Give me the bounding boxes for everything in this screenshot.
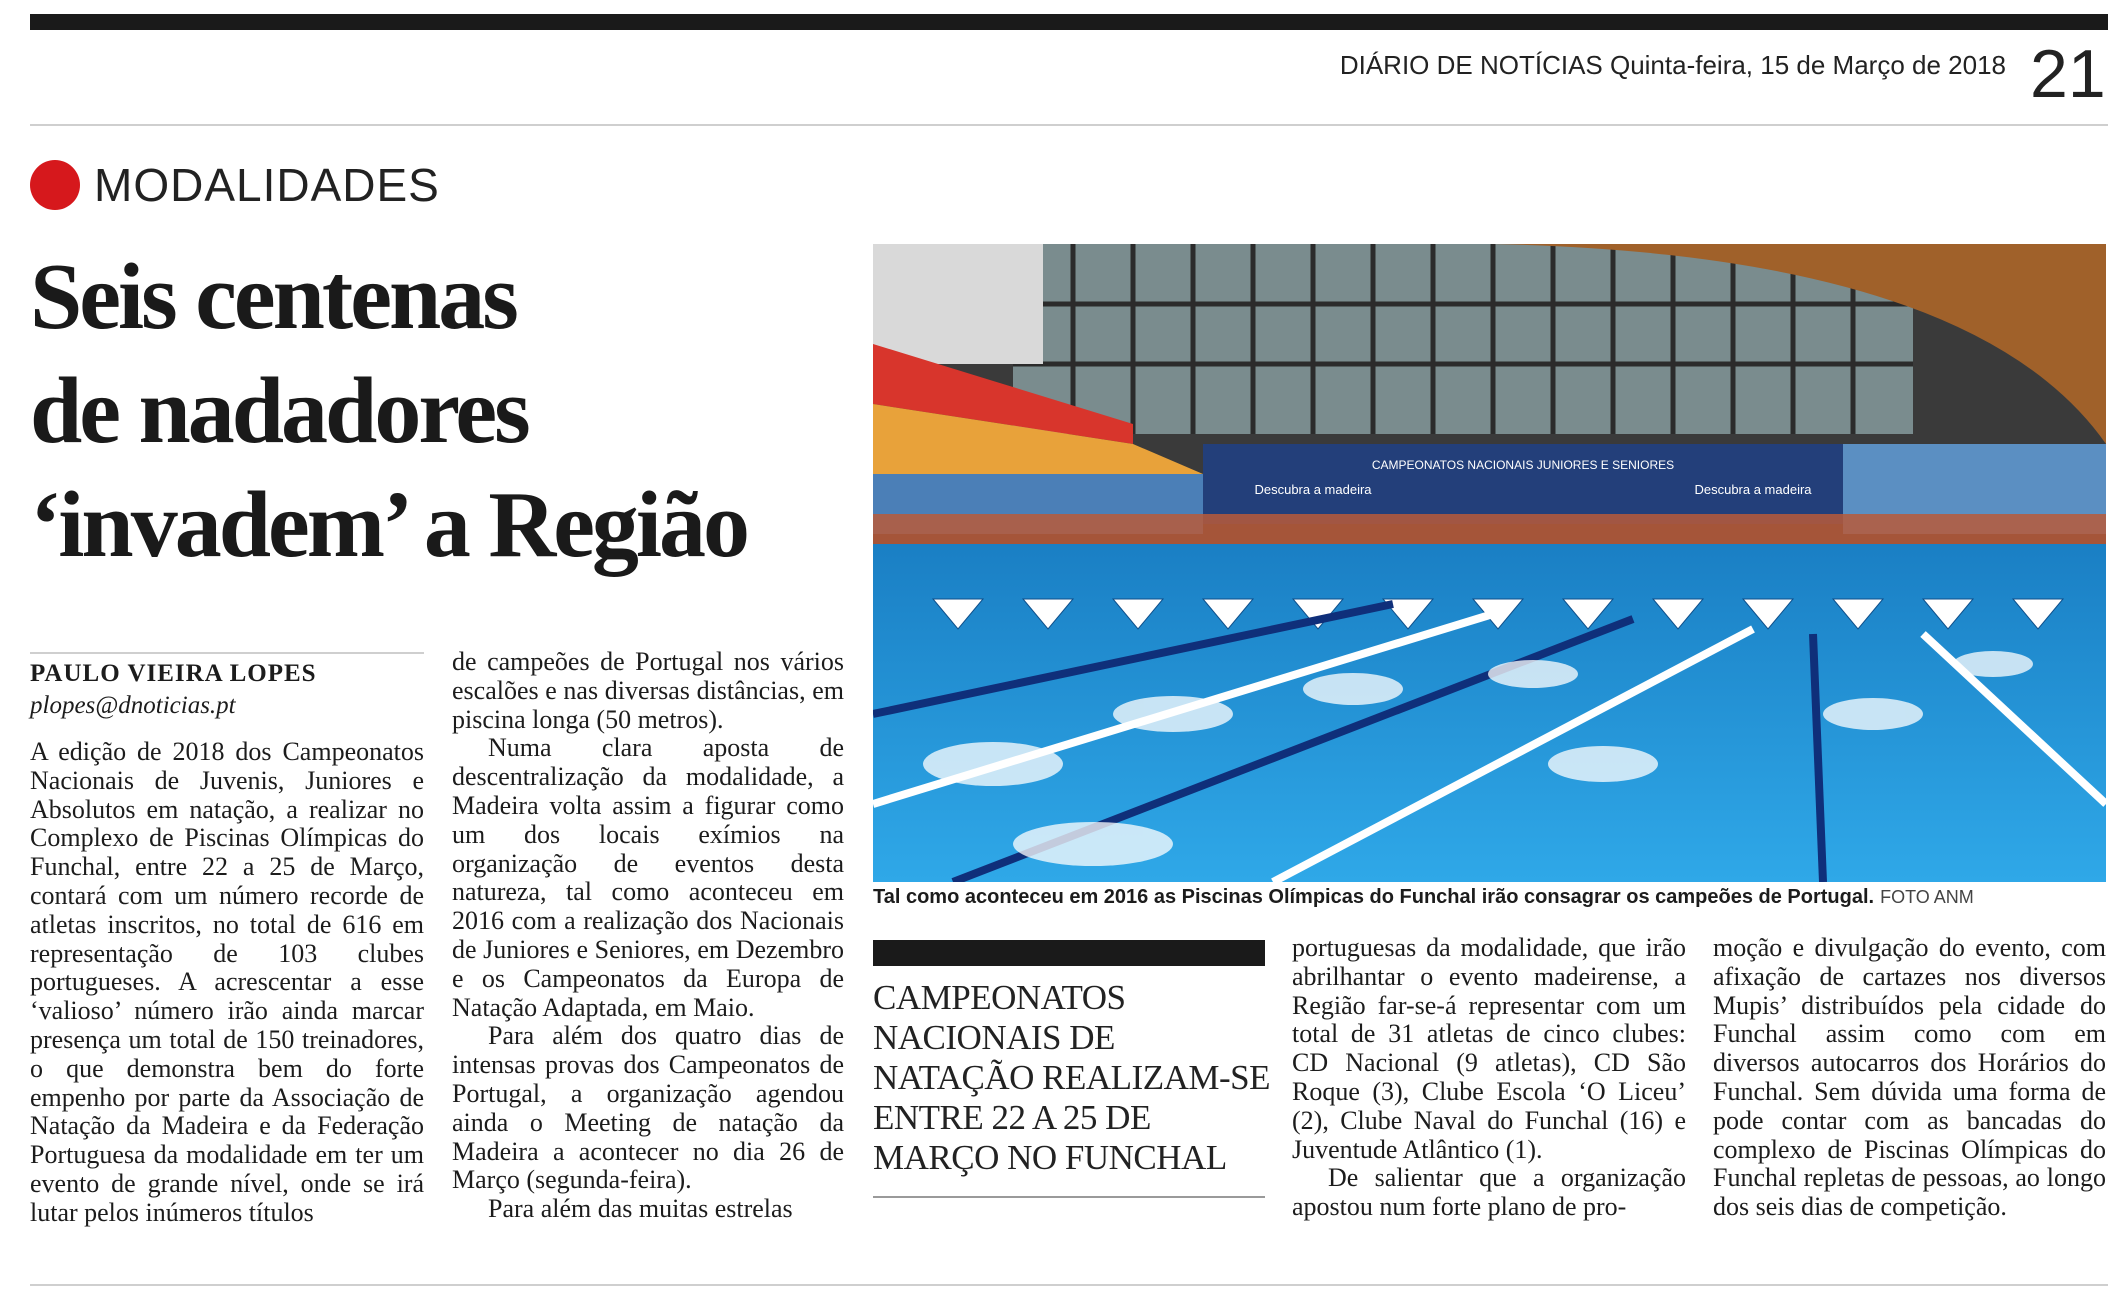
photo-credit: FOTO ANM [1880, 887, 1974, 907]
callout-bar [873, 940, 1265, 966]
article-column-4 [1292, 934, 1686, 1222]
headline [30, 240, 870, 582]
photo-caption [873, 886, 2106, 909]
windows-wall [1013, 244, 1913, 434]
paragraph: portuguesas da modalidade, que irão abrilhantar o evento madeirense, a Região far-se-á representar com um total de 31 atletas de cinco clubes: CD Nacional (9 atletas), CD São Roque (3), Clube Escola ‘O Liceu’ (2), Clube Naval do Funchal (16) e Juventude Atlântico (1). [1292, 933, 1686, 1164]
article-column-1 [30, 738, 424, 1228]
article-column-2 [452, 648, 844, 1224]
sponsor-text-right: Descubra a madeira [1694, 482, 1812, 497]
top-rule [30, 14, 2108, 30]
page-number: 21 [2030, 36, 2106, 112]
swimming-pool-illustration [873, 244, 2106, 882]
section-label: MODALIDADES [94, 159, 440, 211]
pull-quote: CAMPEONATOS NACIONAIS DE NATAÇÃO REALIZAM-SE ENTRE 22 A 25 DE MARÇO NO FUNCHAL [873, 978, 1270, 1177]
paragraph: Numa clara aposta de descentralização da modalidade, a Madeira volta assim a figurar como um dos locais exímios na organização de eventos desta natureza, tal como aconteceu em 2016 com a realização dos Nacionais de Juniores e Seniores, em Dezembro e os Campeonatos da Europa de Natação Adaptada, em Maio. [452, 733, 844, 1022]
caption-text: Tal como aconteceu em 2016 as Piscinas Olímpicas do Funchal irão consagrar os campeões de Portugal. [873, 886, 1875, 908]
headline-line-3: ‘invadem’ a Região [30, 473, 748, 577]
headline-line-2: de nadadores [30, 359, 528, 463]
building-left [873, 244, 1043, 364]
banner-text: CAMPEONATOS NACIONAIS JUNIORES E SENIORES [1371, 458, 1675, 472]
byline-author: PAULO VIEIRA LOPES [30, 660, 317, 687]
byline-divider [30, 652, 424, 654]
header-divider [30, 124, 2108, 126]
bottom-divider [30, 1284, 2108, 1286]
byline-email: plopes@dnoticias.pt [30, 692, 236, 719]
headline-line-1: Seis centenas [30, 245, 516, 349]
callout-divider [873, 1196, 1265, 1198]
section-dot-icon [30, 160, 80, 210]
sponsor-text-left: Descubra a madeira [1254, 482, 1372, 497]
masthead: DIÁRIO DE NOTÍCIAS Quinta-feira, 15 de Março de 2018 [1339, 50, 2006, 80]
article-photo [873, 244, 2106, 882]
paragraph: A edição de 2018 dos Campeonatos Nacionais de Juvenis, Juniores e Absolutos em natação, a realizar no Complexo de Piscinas Olímpicas do Funchal, entre 22 a 25 de Março, contará com um número recorde de atletas inscritos, no total de 616 em representação de 103 clubes portugueses. A acrescentar a esse ‘valioso’ número irão ainda marcar presença um total de 150 treinadores, o que demonstra bem do forte empenho por parte da Associação de Natação da Madeira e da Federação Portuguesa da modalidade em ter um evento de grande nível, onde se irá lutar pelos inúmeros títulos [30, 737, 424, 1227]
section-header [30, 158, 440, 212]
paragraph: Para além das muitas estrelas [488, 1194, 793, 1224]
paragraph: De salientar que a organização apostou num forte plano de pro- [1292, 1163, 1686, 1222]
article-column-5 [1713, 934, 2106, 1222]
paragraph: de campeões de Portugal nos vários escalões e nas diversas distâncias, em piscina longa (50 metros). [452, 647, 844, 734]
paragraph: Para além dos quatro dias de intensas provas dos Campeonatos de Portugal, a organização agendou ainda o Meeting de natação da Madeira a acontecer no dia 26 de Março (segunda-feira). [452, 1021, 844, 1195]
paragraph: moção e divulgação do evento, com afixação de cartazes nos diversos Mupis’ distribuídos pela cidade do Funchal assim como com em diversos autocarros dos Horários do Funchal. Sem dúvida uma forma de pode contar com as bancadas do complexo de Piscinas Olímpicas do Funchal repletas de pessoas, ao longo dos seis dias de competição. [1713, 933, 2106, 1222]
